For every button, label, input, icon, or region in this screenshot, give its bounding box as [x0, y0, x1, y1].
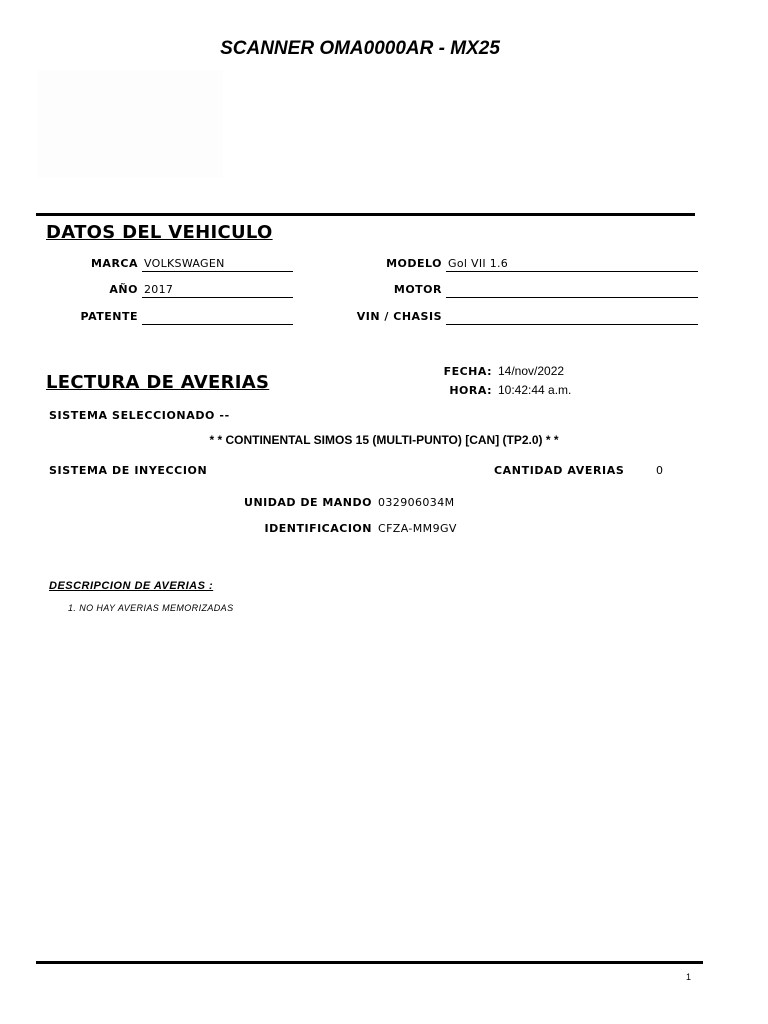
fecha-label: FECHA:: [443, 365, 492, 378]
document-title: SCANNER OMA0000AR - MX25: [220, 38, 500, 59]
system-name: * * CONTINENTAL SIMOS 15 (MULTI-PUNTO) [CAN] (TP2.0) * *: [209, 433, 559, 447]
identificacion-value: CFZA-MM9GV: [378, 522, 457, 535]
description-heading: DESCRIPCION DE AVERIAS :: [49, 580, 214, 592]
marca-value: VOLKSWAGEN: [142, 257, 293, 272]
unidad-mando-label: UNIDAD DE MANDO: [244, 496, 372, 509]
vin-label: VIN / CHASIS: [356, 310, 442, 323]
unidad-mando-value: 032906034M: [378, 496, 455, 509]
reading-heading: LECTURA DE AVERIAS: [46, 372, 270, 393]
hora-value: 10:42:44 a.m.: [498, 383, 572, 397]
anio-label: AÑO: [109, 283, 138, 296]
vehicle-heading: DATOS DEL VEHICULO: [46, 222, 273, 243]
hora-label: HORA:: [449, 384, 492, 397]
fecha-value: 14/nov/2022: [498, 364, 565, 378]
modelo-label: MODELO: [386, 257, 442, 270]
cantidad-averias-value: 0: [656, 464, 664, 477]
identificacion-label: IDENTIFICACION: [264, 522, 372, 535]
description-item: 1. NO HAY AVERIAS MEMORIZADAS: [68, 603, 234, 613]
patente-label: PATENTE: [80, 310, 138, 323]
bottom-divider: [36, 961, 703, 964]
cantidad-averias-label: CANTIDAD AVERIAS: [494, 464, 625, 477]
motor-label: MOTOR: [393, 283, 442, 296]
marca-label: MARCA: [90, 257, 138, 270]
motor-value: [446, 283, 698, 298]
vin-value: [446, 310, 698, 325]
logo-placeholder: [38, 70, 223, 178]
page-number: 1: [686, 972, 692, 982]
sistema-seleccionado: SISTEMA SELECCIONADO --: [49, 409, 230, 422]
anio-value: 2017: [142, 283, 293, 298]
patente-value: [142, 310, 293, 325]
top-divider: [36, 213, 695, 216]
modelo-value: Gol VII 1.6: [446, 257, 698, 272]
sistema-inyeccion: SISTEMA DE INYECCION: [49, 464, 208, 477]
